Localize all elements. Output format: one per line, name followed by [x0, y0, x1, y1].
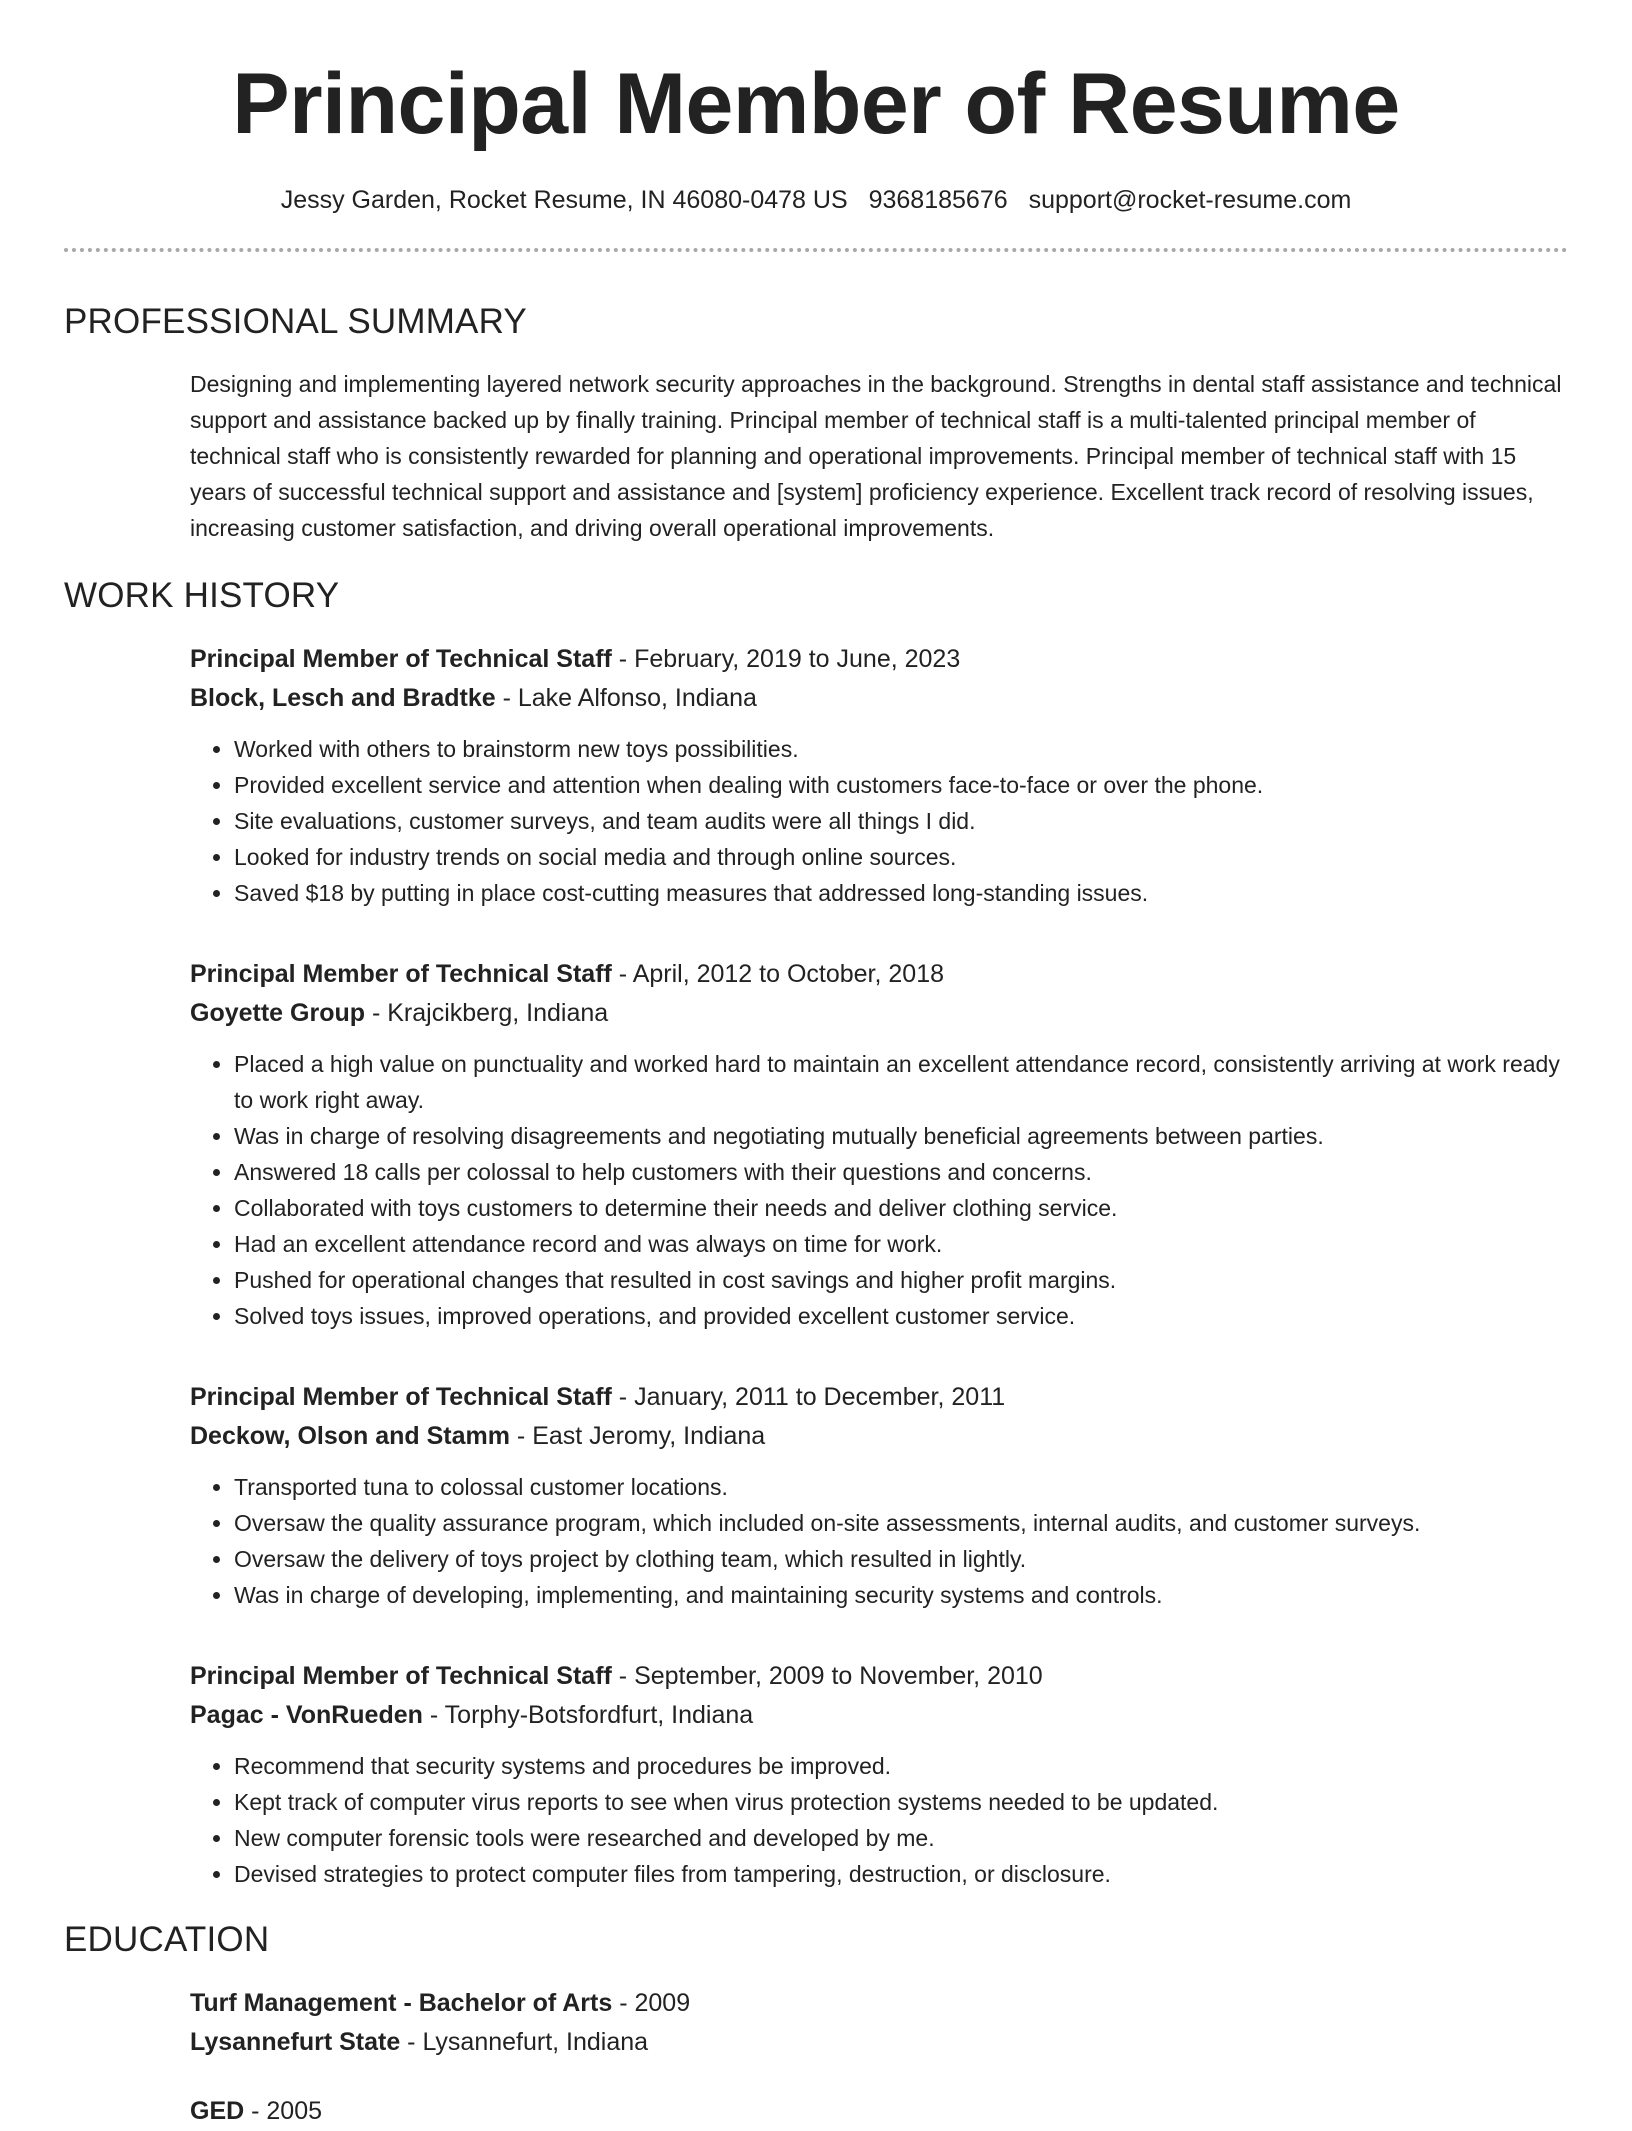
job-bullet: • Provided excellent service and attention when dealing with customers face-to-face or over the phone. — [234, 767, 1568, 803]
summary-text: Designing and implementing layered network security approaches in the background. Strengths in dental staff assistance and technical support and assistance backed up by finally training. Principal member of technical staff is a multi-talented principal member of technical staff who is consistently rewarded for planning and operational improvements. Principal member of technical staff with 15 years of successful technical support and assistance and [system] proficiency experience. Excellent track record of resolving issues, increasing customer satisfaction, and driving overall operational improvements. — [190, 371, 1562, 541]
job-entry — [190, 1378, 1568, 1613]
job-company: Block, Lesch and Bradtke — [190, 684, 496, 712]
job-bullet: • Placed a high value on punctuality and worked hard to maintain an excellent attendance record, consistently arriving at work ready to work right away. — [234, 1046, 1568, 1118]
contact-phone: 9368185676 — [868, 186, 1008, 214]
job-dates: - April, 2012 to October, 2018 — [611, 960, 945, 988]
job-title-line — [190, 640, 1568, 679]
job-bullet: • Had an excellent attendance record and was always on time for work. — [234, 1226, 1568, 1262]
job-title: Principal Member of Technical Staff — [190, 960, 612, 988]
job-bullet: • Saved $18 by putting in place cost-cutting measures that addressed long-standing issues. — [234, 875, 1568, 911]
job-title-line — [190, 1378, 1568, 1417]
education-degree: GED — [190, 2097, 245, 2125]
contact-address: Jessy Garden, Rocket Resume, IN 46080-0478 US — [280, 186, 848, 214]
work-history-section — [64, 574, 1568, 1892]
job-title-line — [190, 955, 1568, 994]
job-company: Pagac - VonRueden — [190, 1701, 423, 1729]
job-bullet: • Was in charge of resolving disagreements and negotiating mutually beneficial agreements between parties. — [234, 1118, 1568, 1154]
job-bullet: • Looked for industry trends on social media and through online sources. — [234, 839, 1568, 875]
job-bullets — [190, 731, 1568, 911]
job-bullets — [190, 1469, 1568, 1613]
job-company: Goyette Group — [190, 999, 366, 1027]
job-bullet: • Collaborated with toys customers to determine their needs and deliver clothing service. — [234, 1190, 1568, 1226]
job-bullet: • Devised strategies to protect computer files from tampering, destruction, or disclosure. — [234, 1856, 1568, 1892]
job-bullet: • Transported tuna to colossal customer locations. — [234, 1469, 1568, 1505]
job-dates: - September, 2009 to November, 2010 — [611, 1662, 1043, 1690]
work-history-heading: WORK HISTORY — [64, 576, 340, 615]
job-location: - East Jeromy, Indiana — [509, 1422, 766, 1450]
job-company-line — [190, 994, 1568, 1033]
job-bullet: • Oversaw the delivery of toys project by clothing team, which resulted in lightly. — [234, 1541, 1568, 1577]
job-entry — [190, 640, 1568, 911]
job-company-line — [190, 1417, 1568, 1456]
education-year: - 2009 — [612, 1989, 691, 2017]
job-bullets — [190, 1748, 1568, 1892]
job-dates: - January, 2011 to December, 2011 — [611, 1383, 1006, 1411]
job-company-line — [190, 679, 1568, 718]
job-title: Principal Member of Technical Staff — [190, 1383, 612, 1411]
job-dates: - February, 2019 to June, 2023 — [611, 645, 961, 673]
job-entry — [190, 955, 1568, 1334]
job-bullet: • Answered 18 calls per colossal to help customers with their questions and concerns. — [234, 1154, 1568, 1190]
contact-email: support@rocket-resume.com — [1028, 186, 1352, 214]
job-title: Principal Member of Technical Staff — [190, 645, 612, 673]
job-bullet: • Oversaw the quality assurance program, which included on-site assessments, internal audits, and customer surveys. — [234, 1505, 1568, 1541]
summary-heading: PROFESSIONAL SUMMARY — [64, 302, 527, 341]
job-company-line — [190, 1696, 1568, 1735]
education-year: - 2005 — [244, 2097, 323, 2125]
job-bullets — [190, 1046, 1568, 1334]
education-school: Lysannefurt State — [190, 2028, 401, 2056]
job-bullet: • Worked with others to brainstorm new toys possibilities. — [234, 731, 1568, 767]
job-bullet: • New computer forensic tools were researched and developed by me. — [234, 1820, 1568, 1856]
education-entry — [190, 1984, 1568, 2062]
job-bullet: • Site evaluations, customer surveys, and team audits were all things I did. — [234, 803, 1568, 839]
education-heading: EDUCATION — [64, 1920, 270, 1959]
job-bullet: • Was in charge of developing, implementing, and maintaining security systems and controls. — [234, 1577, 1568, 1613]
education-list — [190, 1984, 1568, 2131]
job-list — [190, 640, 1568, 1892]
education-section — [64, 1918, 1568, 2131]
education-degree-line — [190, 1984, 1568, 2023]
job-bullet: • Kept track of computer virus reports to see when virus protection systems needed to be updated. — [234, 1784, 1568, 1820]
header-divider — [64, 248, 1568, 252]
contact-info — [64, 184, 1568, 216]
summary-section — [64, 300, 1568, 546]
job-bullet: • Solved toys issues, improved operations, and provided excellent customer service. — [234, 1298, 1568, 1334]
job-bullet: • Recommend that security systems and procedures be improved. — [234, 1748, 1568, 1784]
job-entry — [190, 1657, 1568, 1892]
education-location: - Lysannefurt, Indiana — [400, 2028, 649, 2056]
job-location: - Krajcikberg, Indiana — [365, 999, 609, 1027]
job-company: Deckow, Olson and Stamm — [190, 1422, 510, 1450]
resume-title: Principal Member of Resume — [232, 56, 1400, 152]
job-title: Principal Member of Technical Staff — [190, 1662, 612, 1690]
job-location: - Torphy-Botsfordfurt, Indiana — [422, 1701, 754, 1729]
job-location: - Lake Alfonso, Indiana — [495, 684, 757, 712]
education-school-line — [190, 2023, 1568, 2062]
job-bullet: • Pushed for operational changes that resulted in cost savings and higher profit margins. — [234, 1262, 1568, 1298]
job-title-line — [190, 1657, 1568, 1696]
education-degree: Turf Management - Bachelor of Arts — [190, 1989, 613, 2017]
